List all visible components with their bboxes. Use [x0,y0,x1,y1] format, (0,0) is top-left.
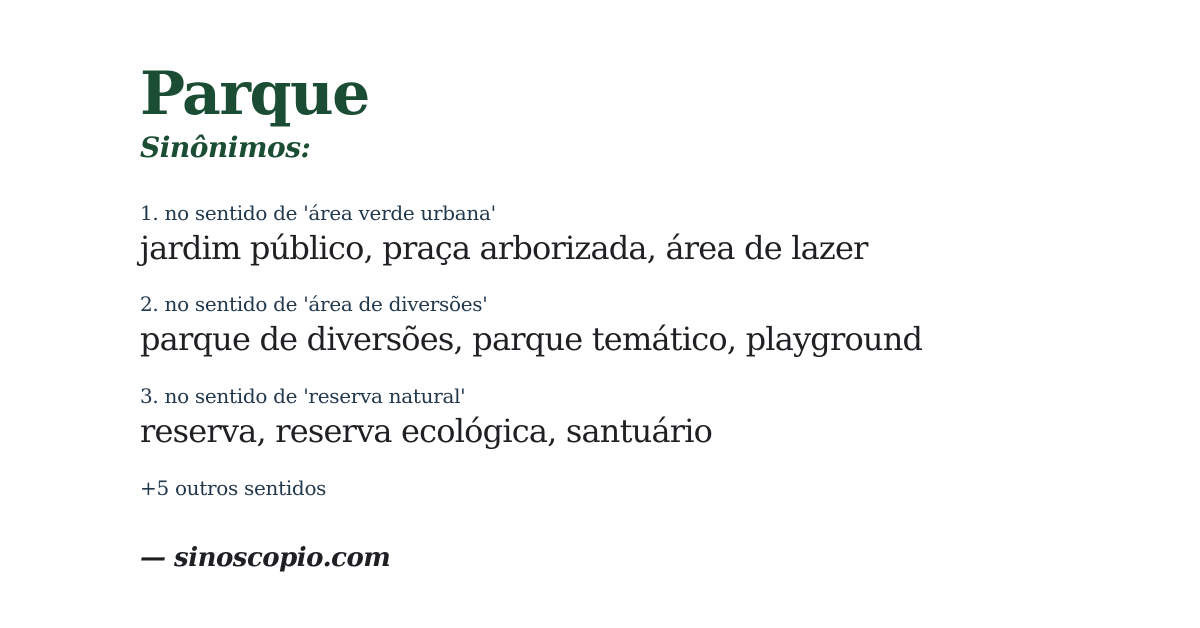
sense-synonyms: jardim público, praça arborizada, área de lazer [140,228,868,267]
sense-label: 3. no sentido de 'reserva natural' [140,384,466,409]
page-title: Parque [140,59,369,129]
sense-label: 1. no sentido de 'área verde urbana' [140,200,496,225]
sense-block-3 [140,385,1120,450]
sense-synonyms: parque de diversões, parque temático, playground [140,320,923,359]
sense-block-1 [140,202,1120,267]
sense-block-2 [140,293,1120,358]
page-subtitle: Sinônimos: [140,131,311,164]
sense-label: 2. no sentido de 'área de diversões' [140,292,488,317]
sense-synonyms: reserva, reserva ecológica, santuário [140,412,713,451]
senses-list [140,202,1120,450]
more-senses-note: +5 outros sentidos [140,475,327,500]
attribution: — sinoscopio.com [140,542,391,573]
